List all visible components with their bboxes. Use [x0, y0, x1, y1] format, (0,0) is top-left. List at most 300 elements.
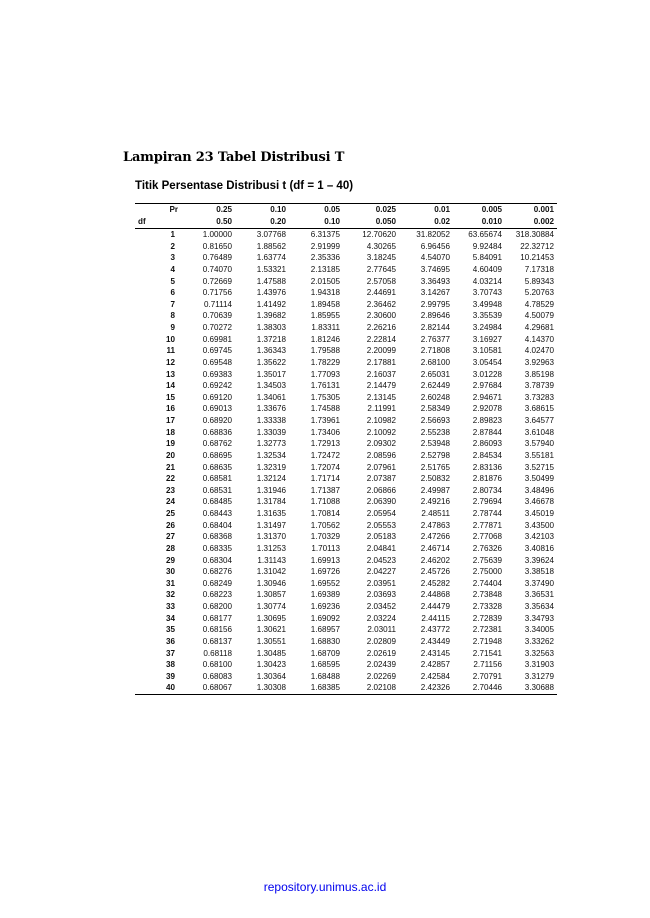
value-cell: 3.73283: [524, 392, 554, 402]
value-cell: 3.34793: [524, 613, 554, 623]
value-cell: 2.80734: [472, 485, 502, 495]
df-cell: 11: [166, 346, 175, 356]
footer: [0, 880, 650, 894]
value-cell: 3.01228: [472, 369, 502, 379]
df-cell: 3: [170, 253, 175, 263]
table-header: [135, 204, 557, 229]
value-cell: 1.30621: [256, 625, 286, 635]
df-cell: 36: [165, 636, 175, 646]
value-cell: 2.94671: [472, 392, 502, 402]
value-cell: 2.91999: [310, 241, 340, 251]
df-cell: 17: [165, 416, 175, 425]
table-row: [135, 229, 557, 241]
header-one-tailed-cell: 0.25: [181, 204, 235, 217]
df-cell: 8: [170, 311, 175, 321]
value-cell: 1.31635: [256, 509, 286, 518]
table-row: [135, 520, 557, 532]
value-cell: 0.68920: [202, 416, 232, 425]
value-cell: 2.01505: [310, 276, 340, 286]
value-cell: 2.50832: [420, 474, 450, 484]
value-cell: 2.04841: [366, 543, 396, 553]
value-cell: 1.31784: [256, 497, 286, 507]
value-cell: 2.06866: [366, 485, 396, 495]
df-cell: 6: [170, 288, 175, 298]
table-row: [135, 438, 557, 450]
value-cell: 2.43145: [420, 648, 450, 658]
value-cell: 0.68156: [202, 625, 232, 635]
value-cell: 2.75639: [472, 555, 502, 565]
page-title: Lampiran 23 Tabel Distribusi T: [123, 150, 345, 165]
value-cell: 0.68581: [202, 474, 232, 484]
df-cell: 24: [165, 497, 175, 507]
value-cell: 1.32319: [256, 462, 286, 472]
value-cell: 1.30423: [256, 660, 286, 670]
value-cell: 1.69389: [310, 590, 340, 600]
value-cell: 1.53321: [256, 264, 286, 274]
value-cell: 0.69981: [202, 334, 232, 344]
value-cell: 2.03011: [367, 625, 396, 635]
value-cell: 3.07768: [256, 230, 286, 239]
value-cell: 2.74404: [472, 578, 502, 588]
value-cell: 2.09302: [366, 439, 396, 449]
value-cell: 2.72381: [472, 625, 502, 635]
value-cell: 0.68335: [202, 543, 232, 553]
df-cell: 33: [165, 602, 175, 611]
table-row: [135, 415, 557, 427]
value-cell: 6.96456: [420, 241, 450, 251]
value-cell: 2.70791: [472, 671, 502, 681]
value-cell: 3.10581: [472, 346, 502, 356]
value-cell: 2.77645: [366, 264, 396, 274]
value-cell: 2.03951: [366, 578, 396, 588]
value-cell: 0.69013: [202, 404, 232, 414]
table-row: [135, 543, 557, 555]
value-cell: 2.76377: [420, 334, 450, 344]
table-row: [135, 485, 557, 497]
value-cell: 1.31497: [256, 520, 286, 530]
value-cell: 2.52798: [420, 450, 450, 460]
value-cell: 0.68223: [202, 590, 232, 600]
value-cell: 3.64577: [524, 416, 554, 425]
value-cell: 5.89343: [524, 276, 554, 286]
df-cell: 21: [165, 462, 175, 472]
table-row: [135, 589, 557, 601]
value-cell: 1.30695: [256, 613, 286, 623]
value-cell: 1.30485: [256, 648, 286, 658]
value-cell: 1.30774: [256, 602, 286, 611]
value-cell: 0.70639: [202, 311, 232, 321]
value-cell: 4.54070: [420, 253, 450, 263]
value-cell: 2.55238: [420, 427, 450, 437]
df-cell: 34: [165, 613, 175, 623]
value-cell: 1.33338: [256, 416, 286, 425]
value-cell: 2.71948: [472, 636, 502, 646]
value-cell: 2.86093: [472, 439, 502, 449]
df-cell: 23: [165, 485, 175, 495]
value-cell: 2.71808: [420, 346, 450, 356]
value-cell: 2.03693: [366, 590, 396, 600]
value-cell: 2.07387: [366, 474, 396, 484]
value-cell: 0.68443: [202, 509, 232, 518]
table-row: [135, 659, 557, 671]
value-cell: 2.78744: [472, 509, 502, 518]
value-cell: 3.36493: [420, 276, 450, 286]
df-cell: 12: [165, 357, 175, 367]
value-cell: 2.03224: [366, 613, 396, 623]
value-cell: 1.31253: [256, 543, 286, 553]
table-row: [135, 636, 557, 648]
value-cell: 9.92484: [472, 241, 502, 251]
value-cell: 2.97684: [472, 381, 502, 391]
value-cell: 0.74070: [202, 264, 232, 274]
df-cell: 40: [135, 682, 181, 694]
value-cell: 2.43772: [420, 625, 450, 635]
table-row: [135, 555, 557, 567]
value-cell: 2.06390: [366, 497, 396, 507]
value-cell: 2.02439: [366, 660, 396, 670]
df-cell: 7: [170, 299, 175, 309]
value-cell: 0.68304: [202, 555, 232, 565]
value-cell: 3.52715: [524, 462, 554, 472]
value-cell: 3.49948: [472, 299, 502, 309]
value-cell: 2.89646: [420, 311, 450, 321]
value-cell: 2.44868: [420, 590, 450, 600]
value-cell: 4.30265: [366, 241, 396, 251]
table-subtitle: Titik Persentase Distribusi t (df = 1 – 40): [135, 180, 354, 192]
value-cell: 1.76131: [310, 381, 340, 391]
df-cell: 26: [165, 520, 175, 530]
value-cell: 3.48496: [524, 485, 554, 495]
value-cell: 1.69092: [310, 613, 340, 623]
value-cell: 2.44479: [420, 602, 450, 611]
value-cell: 3.14267: [420, 288, 450, 298]
value-cell: 0.69120: [202, 392, 232, 402]
value-cell: 2.22814: [366, 334, 396, 344]
value-cell: 2.58349: [420, 404, 450, 414]
df-cell: 28: [165, 543, 175, 553]
value-cell: 0.68200: [202, 602, 232, 611]
value-cell: 2.16037: [366, 369, 396, 379]
value-cell: 1.85955: [310, 311, 340, 321]
table-row: [135, 264, 557, 276]
df-cell: 10: [165, 334, 175, 344]
value-cell: 2.47266: [420, 532, 450, 542]
value-cell: 2.03452: [366, 602, 396, 611]
df-cell: 18: [165, 427, 175, 437]
value-cell: 3.57940: [524, 439, 554, 449]
header-two-tailed-cell: 0.002: [505, 216, 557, 229]
value-cell: 4.29681: [524, 323, 554, 332]
value-cell: 2.49216: [420, 497, 450, 507]
value-cell: 2.83136: [472, 462, 502, 472]
header-one-tailed-cell: 0.001: [505, 204, 557, 217]
value-cell: 0.69383: [202, 369, 232, 379]
value-cell: 3.45019: [524, 509, 554, 518]
value-cell: 1.30551: [256, 636, 286, 646]
value-cell: 3.39624: [524, 555, 554, 565]
value-cell: 1.41492: [256, 299, 286, 309]
value-cell: 3.61048: [524, 427, 554, 437]
value-cell: 2.46202: [420, 555, 450, 565]
value-cell: 1.68957: [310, 625, 340, 635]
value-cell: 12.70620: [362, 230, 396, 239]
value-cell: 2.87844: [472, 427, 502, 437]
df-cell: 38: [165, 660, 175, 670]
value-cell: 6.31375: [310, 230, 340, 239]
value-cell: 2.76326: [472, 543, 502, 553]
value-cell: 2.77871: [472, 520, 502, 530]
header-one-tailed-cell: 0.10: [235, 204, 289, 217]
value-cell: 0.68762: [202, 439, 232, 449]
value-cell: 2.02108: [343, 682, 399, 694]
value-cell: 1.31946: [256, 485, 286, 495]
value-cell: 2.02809: [366, 636, 396, 646]
value-cell: 2.45726: [420, 567, 450, 577]
value-cell: 1.00000: [202, 230, 232, 239]
df-cell: 39: [165, 671, 175, 681]
value-cell: 0.71756: [202, 288, 232, 298]
value-cell: 0.68531: [202, 485, 232, 495]
table-row: [135, 334, 557, 346]
value-cell: 0.68083: [202, 671, 232, 681]
value-cell: 3.24984: [472, 323, 502, 332]
value-cell: 3.50499: [524, 474, 554, 484]
header-two-tailed-cell: 0.050: [343, 216, 399, 229]
value-cell: 1.94318: [310, 288, 340, 298]
table-row: [135, 682, 557, 694]
df-cell: 19: [165, 439, 175, 449]
value-cell: 2.30600: [366, 311, 396, 321]
df-cell: 30: [165, 567, 175, 577]
value-cell: 2.44691: [366, 288, 396, 298]
header-one-tailed-cell: 0.025: [343, 204, 399, 217]
value-cell: 2.47863: [420, 520, 450, 530]
value-cell: 2.53948: [420, 439, 450, 449]
value-cell: 3.35634: [524, 602, 554, 611]
value-cell: 3.43500: [524, 520, 554, 530]
table-row: [135, 299, 557, 311]
value-cell: 318.30884: [515, 230, 554, 239]
value-cell: 3.31279: [524, 671, 554, 681]
value-cell: 0.69242: [202, 381, 232, 391]
table-row: [135, 613, 557, 625]
value-cell: 1.30857: [256, 590, 286, 600]
value-cell: 2.73848: [472, 590, 502, 600]
table-row: [135, 392, 557, 404]
value-cell: 1.70562: [310, 520, 340, 530]
value-cell: 1.72913: [310, 439, 340, 449]
value-cell: 0.70272: [202, 323, 232, 332]
value-cell: 1.72074: [310, 462, 340, 472]
value-cell: 1.37218: [256, 334, 286, 344]
df-cell: 20: [165, 450, 175, 460]
value-cell: 1.68488: [310, 671, 340, 681]
value-cell: 1.88562: [256, 241, 286, 251]
value-cell: 4.03214: [472, 276, 502, 286]
value-cell: 2.92078: [472, 404, 502, 414]
value-cell: 2.04523: [366, 555, 396, 565]
value-cell: 2.26216: [366, 323, 396, 332]
value-cell: 1.33039: [256, 427, 286, 437]
value-cell: 2.82144: [420, 323, 450, 332]
df-cell: 27: [165, 532, 175, 542]
value-cell: 3.36531: [524, 590, 554, 600]
table-row: [135, 287, 557, 299]
value-cell: 3.05454: [472, 357, 502, 367]
value-cell: 2.13145: [366, 392, 396, 402]
value-cell: 1.75305: [310, 392, 340, 402]
value-cell: 1.68385: [289, 682, 343, 694]
value-cell: 3.46678: [524, 497, 554, 507]
value-cell: 3.37490: [524, 578, 554, 588]
value-cell: 1.32124: [256, 474, 286, 484]
value-cell: 2.07961: [366, 462, 396, 472]
value-cell: 1.69236: [310, 602, 340, 611]
table-row: [135, 450, 557, 462]
table-row: [135, 473, 557, 485]
value-cell: 1.83311: [311, 323, 340, 332]
value-cell: 2.43449: [420, 636, 450, 646]
value-cell: 3.42103: [524, 532, 554, 542]
value-cell: 2.65031: [420, 369, 450, 379]
value-cell: 3.31903: [524, 660, 554, 670]
value-cell: 0.68100: [202, 660, 232, 670]
value-cell: 2.02619: [366, 648, 396, 658]
value-cell: 2.99795: [420, 299, 450, 309]
df-cell: 37: [165, 648, 175, 658]
value-cell: 1.81246: [310, 334, 340, 344]
df-cell: 15: [165, 392, 175, 402]
value-cell: 3.34005: [524, 625, 554, 635]
df-cell: 16: [165, 404, 175, 414]
value-cell: 0.72669: [202, 276, 232, 286]
table-row: [135, 322, 557, 334]
value-cell: 1.36343: [256, 346, 286, 356]
table-row: [135, 671, 557, 683]
header-two-tailed-cell: 0.10: [289, 216, 343, 229]
table-row: [135, 345, 557, 357]
header-two-tailed-cell: 0.010: [453, 216, 505, 229]
value-cell: 2.10092: [366, 427, 396, 437]
df-cell: 4: [170, 264, 175, 274]
value-cell: 0.76489: [202, 253, 232, 263]
value-cell: 0.68177: [202, 613, 232, 623]
value-cell: 1.73406: [310, 427, 340, 437]
header-pr-label: Pr: [135, 204, 181, 217]
table-row: [135, 369, 557, 381]
value-cell: 3.70743: [472, 288, 502, 298]
value-cell: 1.77093: [310, 369, 340, 379]
value-cell: 3.92963: [524, 357, 554, 367]
value-cell: 0.68485: [202, 497, 232, 507]
value-cell: 2.60248: [420, 392, 450, 402]
value-cell: 1.79588: [310, 346, 340, 356]
header-one-tailed-cell: 0.01: [399, 204, 453, 217]
value-cell: 1.74588: [310, 404, 340, 414]
header-one-tailed-cell: 0.005: [453, 204, 505, 217]
value-cell: 1.70814: [310, 509, 340, 518]
value-cell: 1.32773: [256, 439, 286, 449]
value-cell: 4.78529: [524, 299, 554, 309]
header-one-tailed-cell: 0.05: [289, 204, 343, 217]
df-cell: 31: [165, 578, 175, 588]
value-cell: 2.14479: [366, 381, 396, 391]
header-two-tailed-cell: 0.20: [235, 216, 289, 229]
value-cell: 1.39682: [256, 311, 286, 321]
value-cell: 2.48511: [421, 509, 450, 518]
value-cell: 10.21453: [520, 253, 554, 263]
value-cell: 1.78229: [310, 357, 340, 367]
value-cell: 1.32534: [256, 450, 286, 460]
value-cell: 1.35622: [256, 357, 286, 367]
header-df-label: df: [135, 216, 181, 229]
table-row: [135, 578, 557, 590]
value-cell: 1.73961: [310, 416, 340, 425]
value-cell: 2.56693: [420, 416, 450, 425]
table-row: [135, 496, 557, 508]
value-cell: 0.68118: [203, 648, 232, 658]
t-distribution-table: [135, 203, 557, 695]
value-cell: 2.70446: [453, 682, 505, 694]
value-cell: 0.81650: [202, 241, 232, 251]
value-cell: 2.36462: [366, 299, 396, 309]
value-cell: 2.44115: [421, 613, 450, 623]
value-cell: 0.69745: [202, 346, 232, 356]
table-row: [135, 648, 557, 660]
df-cell: 22: [165, 474, 175, 484]
df-cell: 25: [165, 509, 175, 518]
header-two-tailed-cell: 0.02: [399, 216, 453, 229]
value-cell: 1.71714: [310, 474, 340, 484]
value-cell: 1.69726: [310, 567, 340, 577]
df-cell: 2: [170, 241, 175, 251]
value-cell: 3.78739: [524, 381, 554, 391]
table-row: [135, 403, 557, 415]
value-cell: 2.79694: [472, 497, 502, 507]
value-cell: 2.49987: [420, 485, 450, 495]
table-row: [135, 310, 557, 322]
value-cell: 22.32712: [520, 241, 554, 251]
table-row: [135, 531, 557, 543]
table-row: [135, 276, 557, 288]
value-cell: 0.68249: [202, 578, 232, 588]
repository-link[interactable]: repository.unimus.ac.id: [263, 880, 387, 894]
value-cell: 1.68830: [310, 636, 340, 646]
value-cell: 2.05183: [366, 532, 396, 542]
value-cell: 4.60409: [472, 264, 502, 274]
value-cell: 2.81876: [472, 474, 502, 484]
value-cell: 2.42326: [399, 682, 453, 694]
value-cell: 2.08596: [366, 450, 396, 460]
value-cell: 2.51765: [420, 462, 450, 472]
table-row: [135, 566, 557, 578]
value-cell: 2.62449: [420, 381, 450, 391]
value-cell: 3.32563: [524, 648, 554, 658]
value-cell: 4.50079: [524, 311, 554, 321]
value-cell: 0.68695: [202, 450, 232, 460]
table-row: [135, 427, 557, 439]
value-cell: 2.77068: [472, 532, 502, 542]
value-cell: 2.42584: [420, 671, 450, 681]
value-cell: 7.17318: [524, 264, 554, 274]
table-body: [135, 229, 557, 695]
df-cell: 5: [170, 276, 175, 286]
value-cell: 2.11991: [367, 404, 396, 414]
value-cell: 3.40816: [524, 543, 554, 553]
value-cell: 1.89458: [310, 299, 340, 309]
value-cell: 2.17881: [366, 357, 396, 367]
value-cell: 1.34061: [256, 392, 286, 402]
